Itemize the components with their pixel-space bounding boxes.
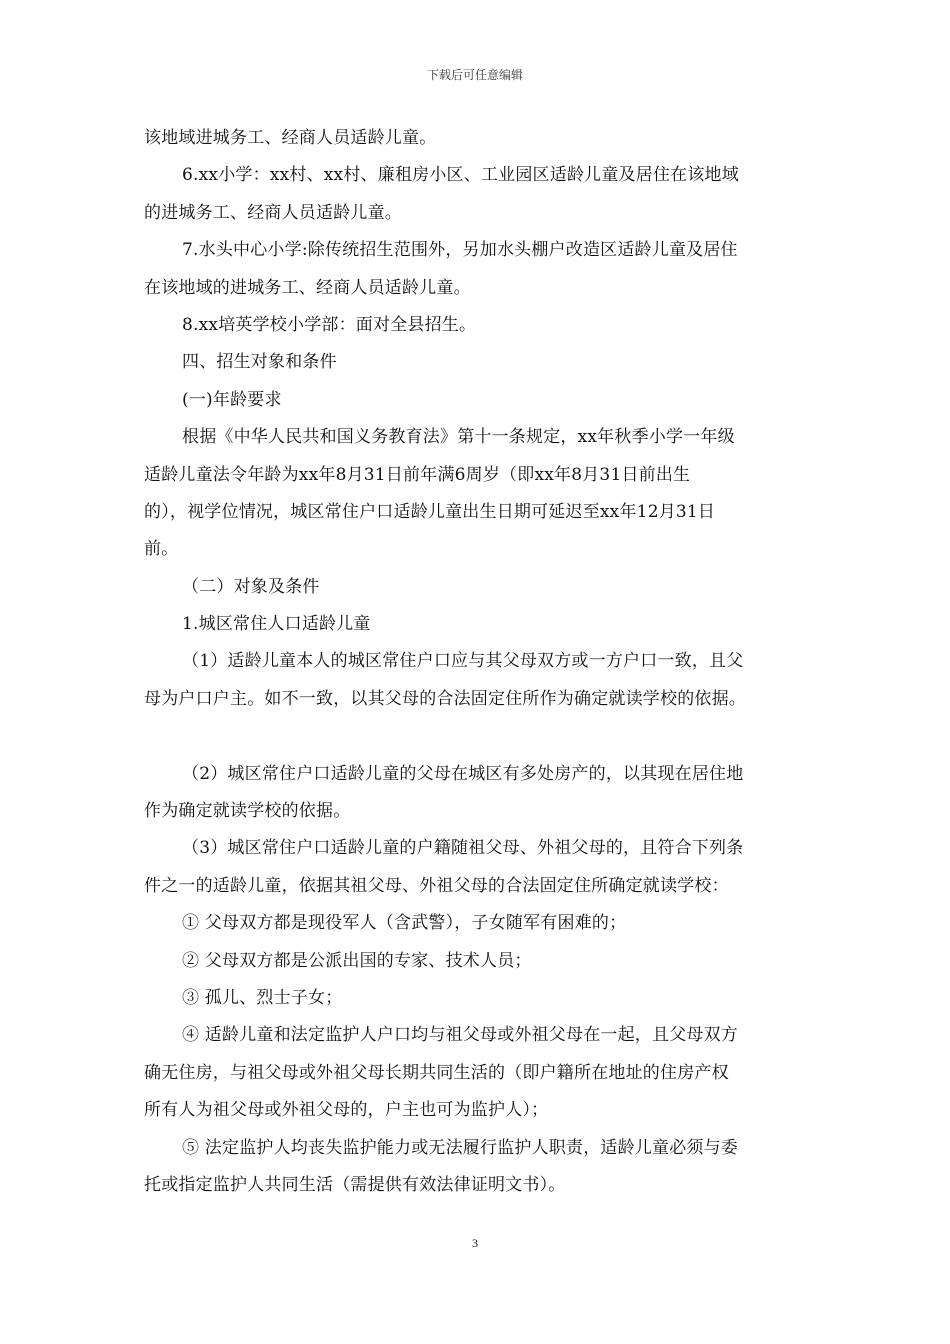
paragraph-line: 该地域进城务工、经商人员适龄儿童。 — [144, 128, 437, 148]
paragraph-line: 6.xx小学：xx村、xx村、廉租房小区、工业园区适龄儿童及居住在该地域 — [182, 165, 739, 186]
list-item: ① 父母双方都是现役军人（含武警），子女随军有困难的； — [182, 913, 627, 934]
list-item: ③ 孤儿、烈士子女； — [182, 987, 343, 1008]
section-heading: 四、招生对象和条件 — [182, 352, 337, 373]
paragraph-line: 在该地域的进城务工、经商人员适龄儿童。 — [144, 277, 471, 298]
paragraph-line: （3）城区常住户口适龄儿童的户籍随祖父母、外祖父母的，且符合下列条 — [182, 838, 744, 859]
paragraph-line: 1.城区常住人口适龄儿童 — [182, 614, 371, 635]
paragraph-line: （2）城区常住户口适龄儿童的父母在城区有多处房产的，以其现在居住地 — [182, 763, 744, 784]
paragraph-line: 作为确定就读学校的依据。 — [144, 801, 351, 822]
page-header: 下载后可任意编辑 — [426, 68, 523, 82]
paragraph-line: 根据《中华人民共和国义务教育法》第十一条规定，xx年秋季小学一年级 — [182, 427, 735, 448]
paragraph-line: 的进城务工、经商人员适龄儿童。 — [144, 202, 402, 223]
subsection-heading: （二）对象及条件 — [182, 576, 320, 597]
list-item: ④ 适龄儿童和法定监护人户口均与祖父母或外祖父母在一起，且父母双方 — [182, 1025, 739, 1046]
list-item: ② 父母双方都是公派出国的专家、技术人员； — [182, 950, 532, 971]
paragraph-line: 件之一的适龄儿童，依据其祖父母、外祖父母的合法固定住所确定就读学校： — [144, 875, 729, 896]
paragraph-line: 8.xx培英学校小学部：面对全县招生。 — [182, 314, 477, 335]
paragraph-line: 母为户口户主。如不一致，以其父母的合法固定住所作为确定就读学校的依据。 — [144, 688, 746, 709]
paragraph-line: 适龄儿童法令年龄为xx年8月31日前年满6周岁（即xx年8月31日前出生 — [144, 464, 691, 485]
paragraph-line: 7.水头中心小学:除传统招生范围外，另加水头棚户改造区适龄儿童及居住 — [182, 240, 738, 261]
page-number: 3 — [472, 1236, 478, 1250]
paragraph-line: （1）适龄儿童本人的城区常住户口应与其父母双方或一方户口一致，且父 — [182, 651, 744, 672]
paragraph-line: 托或指定监护人共同生活（需提供有效法律证明文书）。 — [144, 1174, 566, 1195]
list-item: ⑤ 法定监护人均丧失监护能力或无法履行监护人职责，适龄儿童必须与委 — [182, 1137, 739, 1158]
paragraph-line: 的），视学位情况，城区常住户口适龄儿童出生日期可延迟至xx年12月31日 — [144, 501, 716, 522]
blank-line — [144, 718, 812, 755]
subsection-heading: (一)年龄要求 — [182, 389, 282, 410]
paragraph-line: 所有人为祖父母或外祖父母的，户主也可为监护人）； — [144, 1100, 549, 1121]
document-body — [144, 120, 812, 1204]
paragraph-line: 确无住房，与祖父母或外祖父母长期共同生活的（即户籍所在地址的住房产权 — [144, 1062, 729, 1083]
paragraph-line: 前。 — [144, 539, 179, 560]
